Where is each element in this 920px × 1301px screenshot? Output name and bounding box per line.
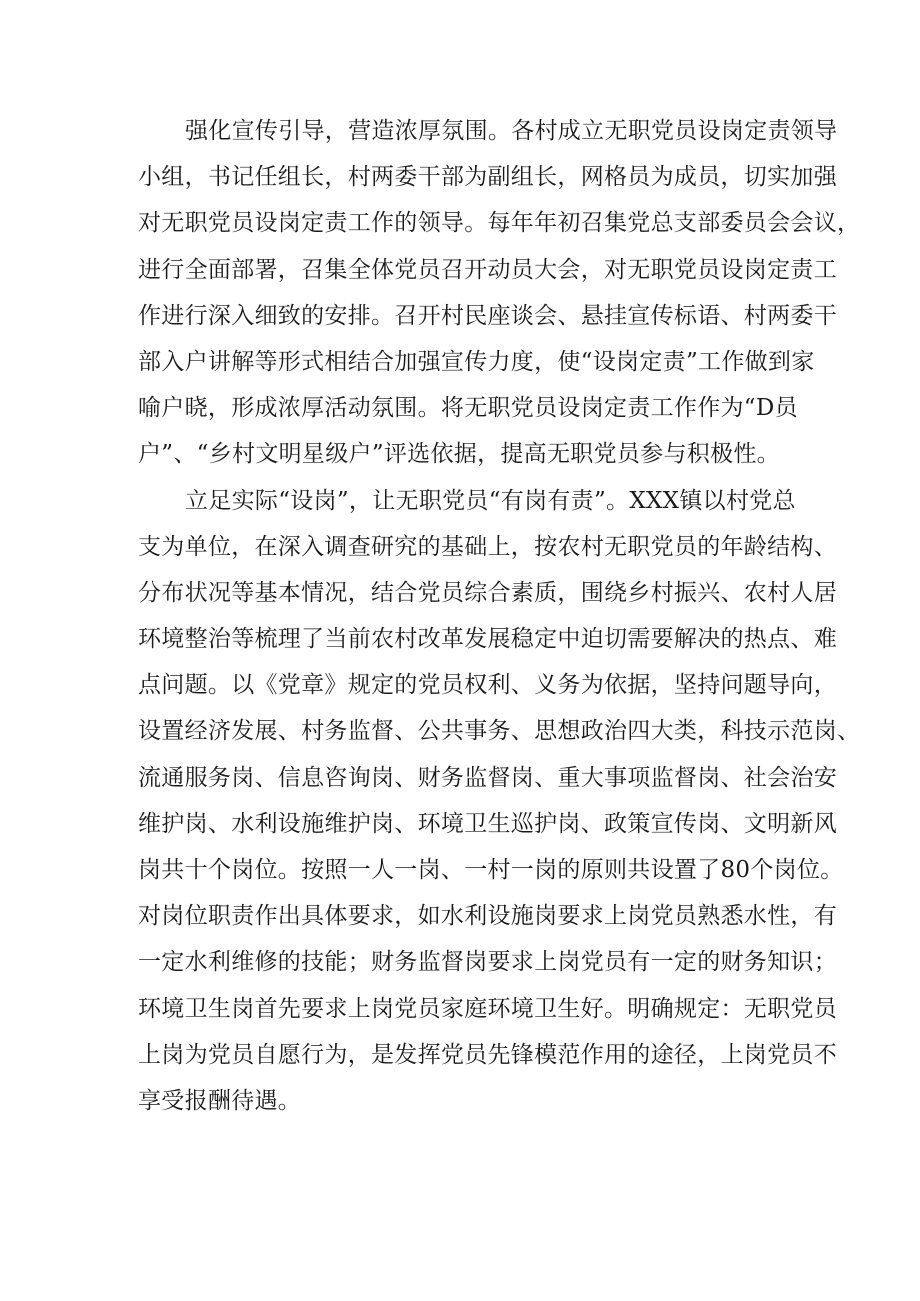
document-body xyxy=(138,108,861,1124)
text-line: 点问题。以《党章》规定的党员权利、义务为依据，坚持问题导向， xyxy=(138,672,837,699)
text-line: 对无职党员设岗定责工作的领导。每年年初召集党总支部委员会会议， xyxy=(138,210,861,237)
text-line: 支为单位，在深入调查研究的基础上，按农村无职党员的年龄结构、 xyxy=(138,533,837,560)
text-line: 环境整治等梳理了当前农村改革发展稳定中迫切需要解决的热点、难 xyxy=(138,626,837,653)
text-line: 进行全面部署，召集全体党员召开动员大会，对无职党员设岗定责工 xyxy=(138,256,837,283)
paragraph-post-setting xyxy=(138,478,861,1125)
text-line: 上岗为党员自愿行为，是发挥党员先锋模范作用的途径，上岗党员不 xyxy=(138,1041,837,1068)
text-line: 流通服务岗、信息咨询岗、财务监督岗、重大事项监督岗、社会治安 xyxy=(138,764,837,791)
text-line: 喻户晓，形成浓厚活动氛围。将无职党员设岗定责工作作为“D员 xyxy=(138,395,798,422)
text-line: 岗共十个岗位。按照一人一岗、一村一岗的原则共设置了80个岗位。 xyxy=(138,857,844,883)
text-line: 户”、“乡村文明星级户”评选依据，提高无职党员参与积极性。 xyxy=(138,441,780,468)
text-line: 对岗位职责作出具体要求，如水利设施岗要求上岗党员熟悉水性，有 xyxy=(138,903,837,930)
text-line: 设置经济发展、村务监督、公共事务、思想政治四大类，科技示范岗、 xyxy=(138,718,861,745)
text-line: 环境卫生岗首先要求上岗党员家庭环境卫生好。明确规定：无职党员 xyxy=(138,995,837,1022)
text-line: 一定水利维修的技能；财务监督岗要求上岗党员有一定的财务知识； xyxy=(138,949,837,976)
text-line: 部入户讲解等形式相结合加强宣传力度，使“设岗定责”工作做到家 xyxy=(138,348,815,375)
text-line: 作进行深入细致的安排。召开村民座谈会、悬挂宣传标语、村两委干 xyxy=(138,302,837,329)
text-line: 强化宣传引导，营造浓厚氛围。各村成立无职党员设岗定责领导 xyxy=(185,118,838,144)
paragraph-publicity xyxy=(138,108,861,478)
text-line: 小组，书记任组长，村两委干部为副组长，网格员为成员，切实加强 xyxy=(138,164,837,191)
text-line: 享受报酬待遇。 xyxy=(138,1087,302,1114)
text-line: 立足实际“设岗”，让无职党员“有岗有责”。XXX镇以村党总 xyxy=(185,487,796,514)
text-line: 分布状况等基本情况，结合党员综合素质，围绕乡村振兴、农村人居 xyxy=(138,579,837,606)
text-line: 维护岗、水利设施维护岗、环境卫生巡护岗、政策宣传岗、文明新风 xyxy=(138,810,837,837)
